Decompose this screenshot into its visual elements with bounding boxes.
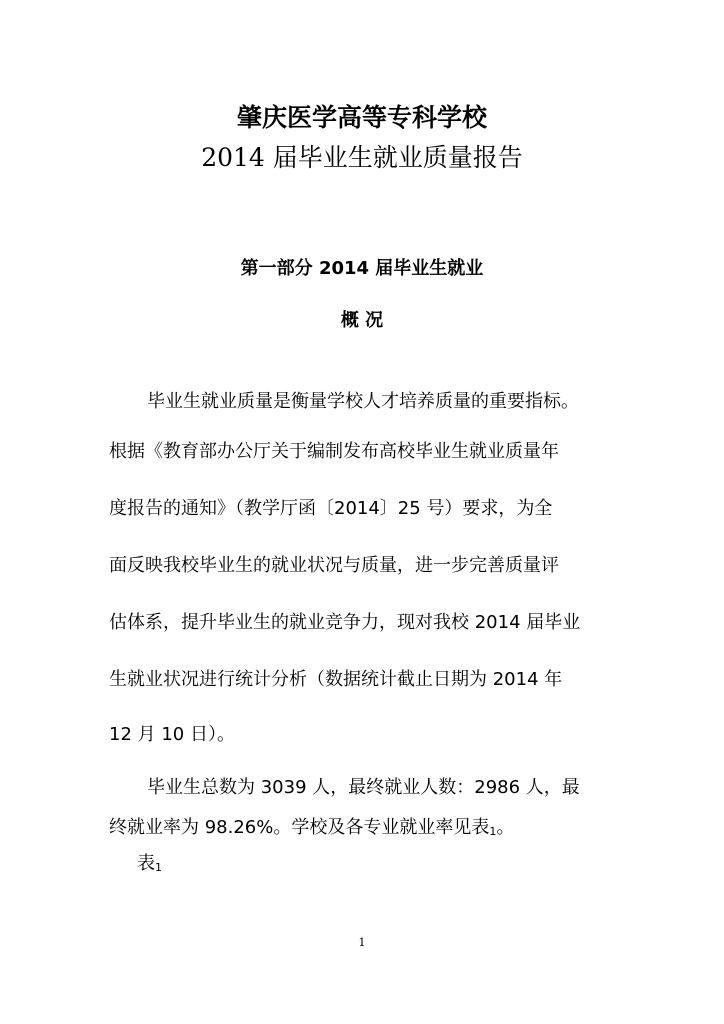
report-title-line2: 2014 届毕业生就业质量报告 [201,143,523,172]
table-reference-number: 1 [489,825,497,838]
paragraph2-text: 终就业率为 98.26%。学校及各专业就业率见表 [109,817,490,838]
paragraph1-line: 面反映我校毕业生的就业状况与质量，进一步完善质量评 [109,555,559,576]
paragraph2-line: 毕业生总数为 3039 人，最终就业人数：2986 人，最 [147,777,580,798]
page-number: 1 [358,936,366,949]
report-title-line1: 肇庆医学高等专科学校 [236,103,487,132]
paragraph1-line: 生就业状况进行统计分析（数据统计截止日期为 2014 年 [109,669,563,690]
table-caption [137,852,162,880]
paragraph1-line: 12 月 10 日）。 [109,724,235,745]
paragraph1-line: 毕业生就业质量是衡量学校人才培养质量的重要指标。 [147,391,579,412]
table-caption-label: 表 [137,853,155,874]
section-heading: 第一部分 2014 届毕业生就业 [240,258,484,279]
table-caption-number: 1 [155,861,162,874]
paragraph2-end-punctuation: 。 [496,817,515,838]
section-subheading: 概 况 [340,310,384,331]
paragraph2-line [109,816,514,844]
paragraph1-line: 根据《教育部办公厅关于编制发布高校毕业生就业质量年 [109,441,559,462]
paragraph1-line: 估体系，提升毕业生的就业竞争力，现对我校 2014 届毕业 [109,612,581,633]
paragraph1-line: 度报告的通知》（教学厅函〔2014〕25 号）要求，为全 [109,498,553,519]
